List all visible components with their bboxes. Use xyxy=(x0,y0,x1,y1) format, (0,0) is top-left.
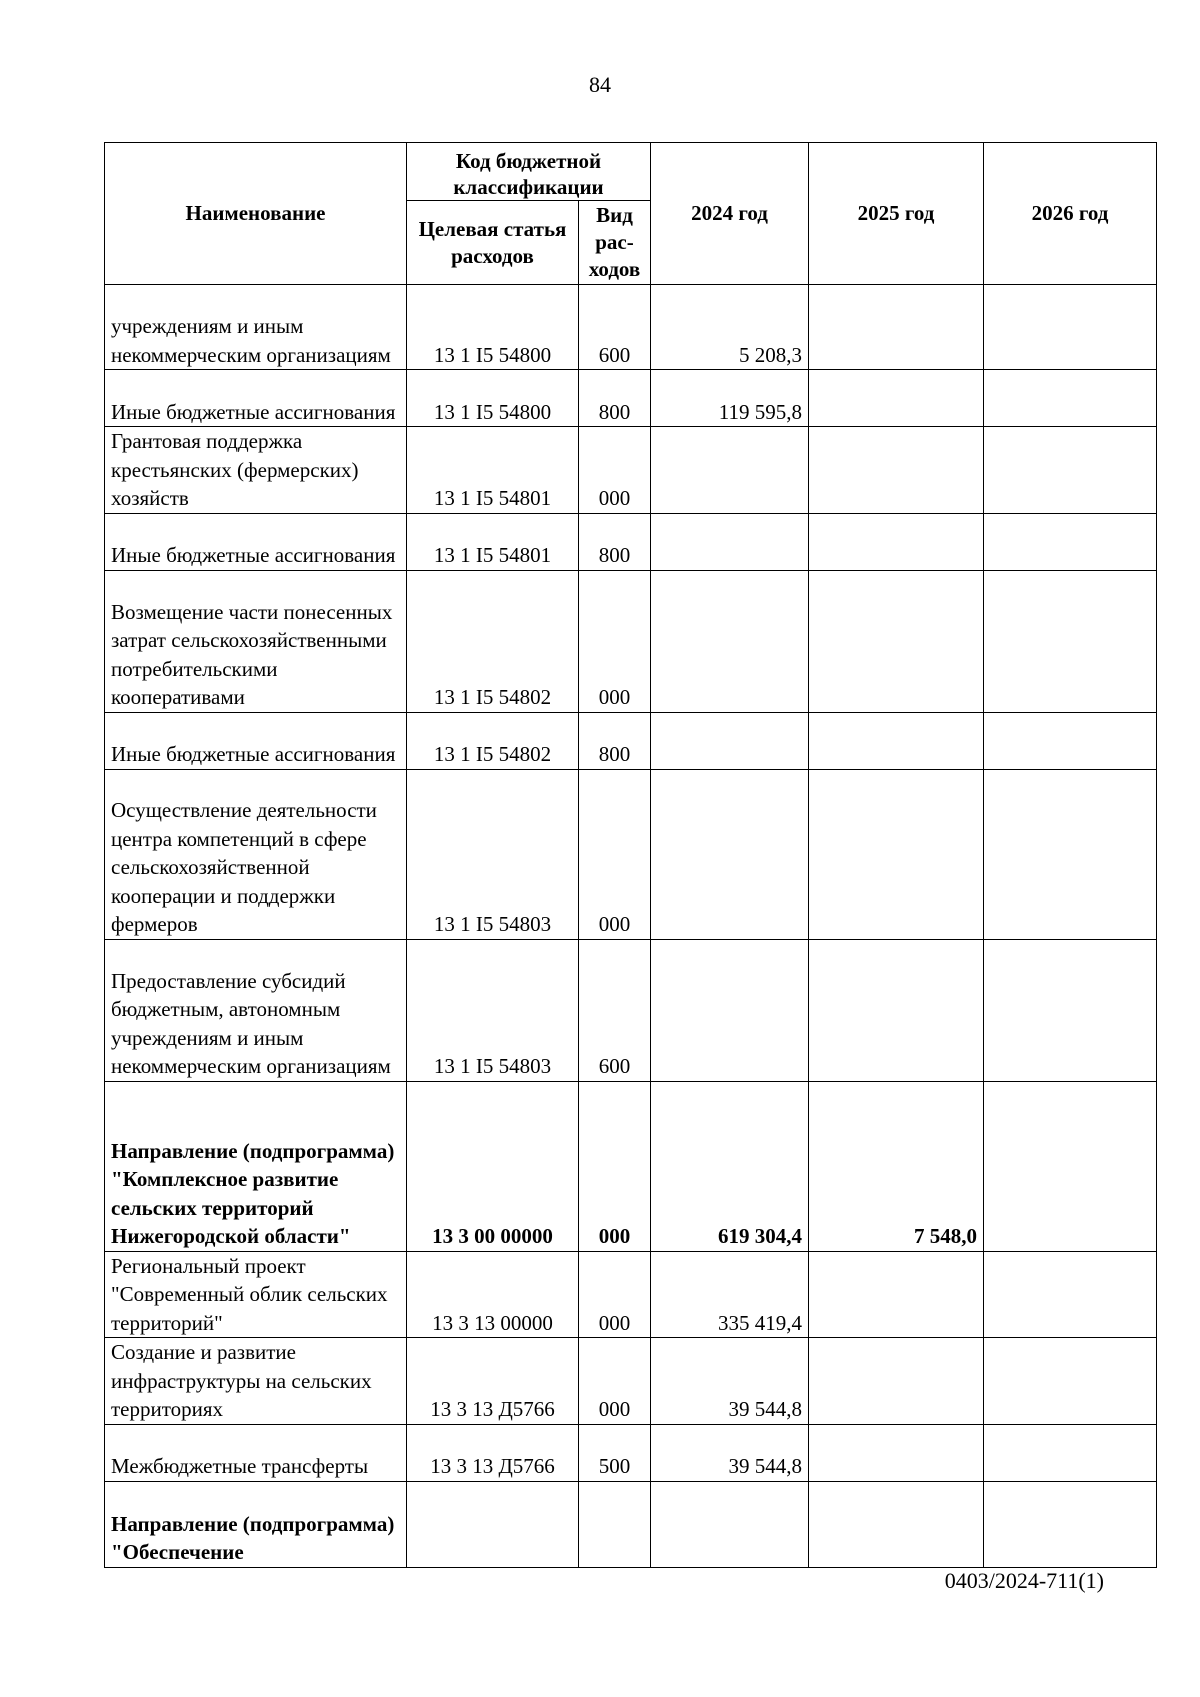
row-code: 13 3 13 00000 xyxy=(407,1251,579,1338)
row-2024 xyxy=(651,769,809,939)
row-2025 xyxy=(809,712,984,769)
header-expense-type: Вид рас-ходов xyxy=(579,201,651,285)
table-row xyxy=(105,712,1157,769)
row-2025 xyxy=(809,1424,984,1481)
row-2024 xyxy=(651,513,809,570)
row-2026 xyxy=(984,427,1157,514)
row-name: Межбюджетные трансферты xyxy=(105,1424,407,1481)
row-type: 000 xyxy=(579,1338,651,1425)
row-2024 xyxy=(651,939,809,1081)
table-row xyxy=(105,939,1157,1081)
row-name: Осуществление деятельности центра компетенций в сфере сельскохозяйственной кооперации и поддержки фермеров xyxy=(105,769,407,939)
row-2025 xyxy=(809,370,984,427)
row-type: 800 xyxy=(579,370,651,427)
row-name: Возмещение части понесенных затрат сельскохозяйственными потребительскими кооперативами xyxy=(105,570,407,712)
row-code: 13 3 13 Д5766 xyxy=(407,1338,579,1425)
row-type: 000 xyxy=(579,769,651,939)
table-row xyxy=(105,1424,1157,1481)
page-number: 84 xyxy=(589,72,611,97)
row-2024 xyxy=(651,427,809,514)
table-row xyxy=(105,427,1157,514)
row-code: 13 1 I5 54802 xyxy=(407,712,579,769)
row-2026 xyxy=(984,1338,1157,1425)
row-type: 000 xyxy=(579,1251,651,1338)
row-type: 000 xyxy=(579,1081,651,1251)
row-2026 xyxy=(984,1251,1157,1338)
row-2025: 7 548,0 xyxy=(809,1081,984,1251)
row-name: Создание и развитие инфраструктуры на сельских территориях xyxy=(105,1338,407,1425)
row-2025 xyxy=(809,1338,984,1425)
header-2024: 2024 год xyxy=(651,143,809,285)
document-id: 0403/2024-711(1) xyxy=(944,1568,1104,1593)
row-2024: 5 208,3 xyxy=(651,285,809,370)
row-2024 xyxy=(651,712,809,769)
row-2026 xyxy=(984,285,1157,370)
row-2024: 619 304,4 xyxy=(651,1081,809,1251)
table-body xyxy=(105,285,1157,1568)
header-name: Наименование xyxy=(105,143,407,285)
row-code: 13 1 I5 54802 xyxy=(407,570,579,712)
row-2025 xyxy=(809,570,984,712)
table-row xyxy=(105,570,1157,712)
table-row xyxy=(105,769,1157,939)
table-row xyxy=(105,1338,1157,1425)
row-type: 000 xyxy=(579,427,651,514)
row-type xyxy=(579,1481,651,1567)
row-2024: 39 544,8 xyxy=(651,1424,809,1481)
row-2025 xyxy=(809,939,984,1081)
table-row xyxy=(105,1251,1157,1338)
row-2026 xyxy=(984,370,1157,427)
row-2024 xyxy=(651,570,809,712)
table-row xyxy=(105,513,1157,570)
row-2026 xyxy=(984,1424,1157,1481)
row-2026 xyxy=(984,712,1157,769)
row-2025 xyxy=(809,427,984,514)
header-2026: 2026 год xyxy=(984,143,1157,285)
row-type: 600 xyxy=(579,939,651,1081)
row-code: 13 1 I5 54801 xyxy=(407,513,579,570)
row-code: 13 1 I5 54800 xyxy=(407,285,579,370)
row-name: Региональный проект "Современный облик сельских территорий" xyxy=(105,1251,407,1338)
row-code: 13 1 I5 54803 xyxy=(407,769,579,939)
table-row-bold xyxy=(105,1481,1157,1567)
row-2024 xyxy=(651,1481,809,1567)
row-2026 xyxy=(984,513,1157,570)
row-2025 xyxy=(809,285,984,370)
row-2025 xyxy=(809,1251,984,1338)
row-code: 13 1 I5 54803 xyxy=(407,939,579,1081)
row-2024: 335 419,4 xyxy=(651,1251,809,1338)
row-type: 000 xyxy=(579,570,651,712)
row-2026 xyxy=(984,1481,1157,1567)
row-name: Направление (подпрограмма) "Обеспечение xyxy=(105,1481,407,1567)
row-code: 13 3 13 Д5766 xyxy=(407,1424,579,1481)
row-name: Грантовая поддержка крестьянских (фермерских) хозяйств xyxy=(105,427,407,514)
row-type: 800 xyxy=(579,513,651,570)
header-target-item: Целевая статья расходов xyxy=(407,201,579,285)
table-row-bold xyxy=(105,1081,1157,1251)
budget-table xyxy=(104,142,1157,1568)
table-row xyxy=(105,370,1157,427)
row-type: 800 xyxy=(579,712,651,769)
row-2026 xyxy=(984,570,1157,712)
row-name: Предоставление субсидий бюджетным, автономным учреждениям и иным некоммерческим организациям xyxy=(105,939,407,1081)
row-2025 xyxy=(809,769,984,939)
row-code: 13 1 I5 54801 xyxy=(407,427,579,514)
table-header xyxy=(105,143,1157,285)
header-code-group: Код бюджетной классификации xyxy=(407,143,651,201)
row-2025 xyxy=(809,513,984,570)
row-type: 500 xyxy=(579,1424,651,1481)
row-type: 600 xyxy=(579,285,651,370)
header-2025: 2025 год xyxy=(809,143,984,285)
table-row xyxy=(105,285,1157,370)
row-code xyxy=(407,1481,579,1567)
row-2024: 119 595,8 xyxy=(651,370,809,427)
row-2026 xyxy=(984,939,1157,1081)
row-2026 xyxy=(984,1081,1157,1251)
row-name: Иные бюджетные ассигнования xyxy=(105,513,407,570)
row-name: Иные бюджетные ассигнования xyxy=(105,370,407,427)
row-2025 xyxy=(809,1481,984,1567)
row-code: 13 1 I5 54800 xyxy=(407,370,579,427)
row-name: Направление (подпрограмма) "Комплексное развитие сельских территорий Нижегородской области" xyxy=(105,1081,407,1251)
row-code: 13 3 00 00000 xyxy=(407,1081,579,1251)
row-2026 xyxy=(984,769,1157,939)
row-2024: 39 544,8 xyxy=(651,1338,809,1425)
row-name: Иные бюджетные ассигнования xyxy=(105,712,407,769)
row-name: учреждениям и иным некоммерческим организациям xyxy=(105,285,407,370)
